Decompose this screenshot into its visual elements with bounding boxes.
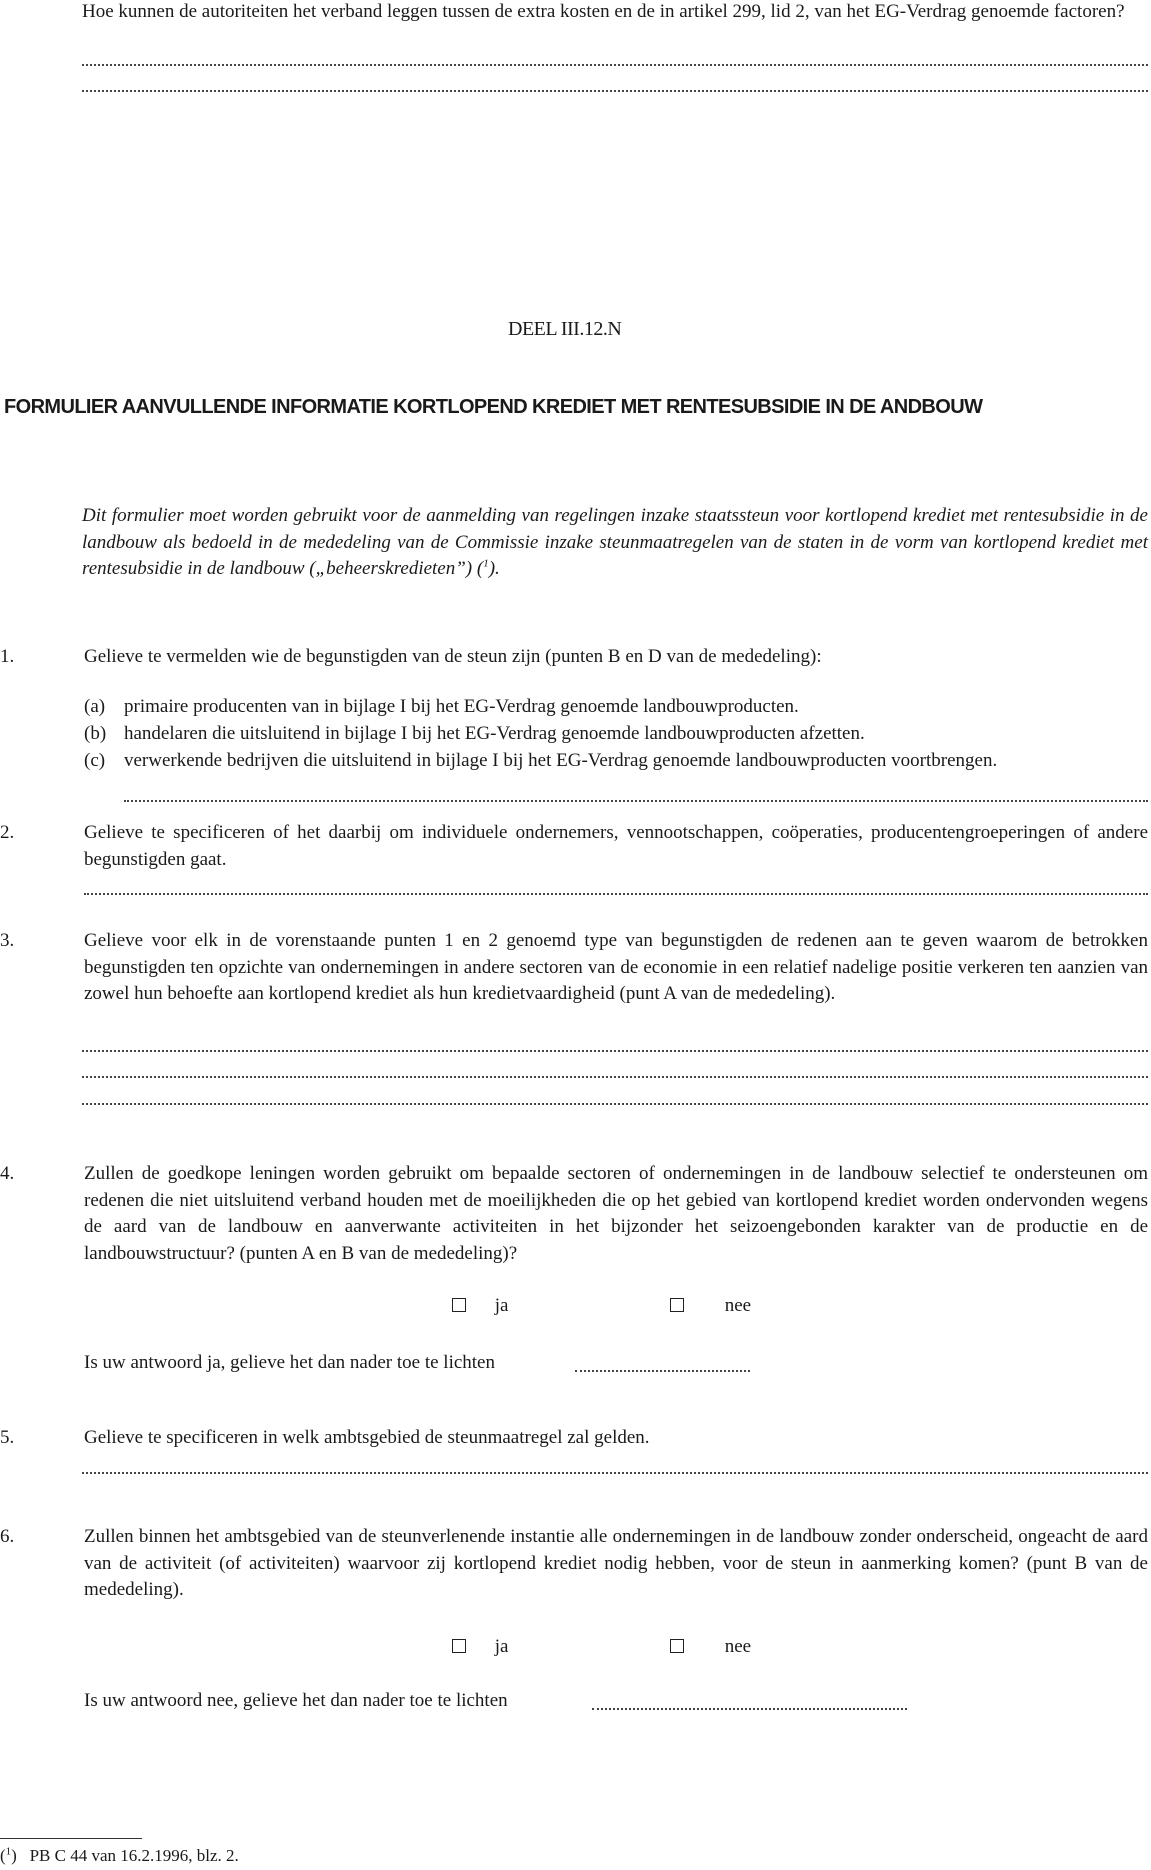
q1-number: 1. [0, 646, 15, 667]
checkbox[interactable] [670, 1298, 684, 1312]
section-label: DEEL III.12.N [508, 318, 622, 340]
answer-line[interactable] [82, 1050, 1148, 1052]
q1-option-c-text: verwerkende bedrijven die uitsluitend in bijlage I bij het EG-Verdrag genoemde landbouwproducten voortbrengen. [124, 750, 998, 771]
q4-number: 4. [0, 1163, 15, 1184]
footnote-rule [0, 1838, 142, 1839]
answer-line[interactable] [84, 893, 1148, 895]
checkbox[interactable] [452, 1639, 466, 1653]
q6-yes-option[interactable] [452, 1634, 508, 1661]
answer-line[interactable] [592, 1708, 907, 1710]
footnote: ($^1$) PB C 44 van 16.2.1996, blz. 2. [0, 1845, 239, 1865]
q2-number: 2. [0, 822, 15, 843]
answer-line[interactable] [82, 1472, 1148, 1474]
q1-option-b[interactable] [84, 721, 106, 748]
q1-option-a[interactable] [84, 694, 105, 721]
footnote-text: PB C 44 van 16.2.1996, blz. 2. [29, 1846, 239, 1865]
q1-option-a-text: primaire producenten van in bijlage I bij het EG-Verdrag genoemde landbouwproducten. [124, 696, 799, 717]
q1-option-b-text: handelaren die uitsluitend in bijlage I bij het EG-Verdrag genoemde landbouwproducten afzetten. [124, 723, 865, 744]
footnote-mark: 1 [5, 1845, 12, 1858]
q4-followup: Is uw antwoord ja, gelieve het dan nader toe te lichten [84, 1352, 495, 1373]
answer-line[interactable] [575, 1370, 750, 1372]
answer-line[interactable] [82, 90, 1148, 92]
intro-text [82, 503, 1148, 583]
q6-number: 6. [0, 1526, 15, 1547]
no-label: nee [724, 1295, 752, 1316]
yes-label: ja [494, 1295, 509, 1316]
no-label: nee [724, 1636, 752, 1657]
answer-line[interactable] [82, 1076, 1148, 1078]
option-label: (b) [84, 723, 107, 744]
q5-text: Gelieve te specificeren in welk ambtsgebied de steunmaatregel zal gelden. [84, 1427, 650, 1448]
q3-number: 3. [0, 930, 15, 951]
q4-text: Zullen de goedkope leningen worden gebruikt om bepaalde sectoren of ondernemingen in de landbouw selectief te ondersteunen om redenen die niet uitsluitend verband houden met de moeilijkheden die op het gebied van kortlopend krediet worden ondervonden wegens de aard van de landbouw en aanverwante activiteiten in het bijzonder het seizoengebonden karakter van de productie en de landbouwstructuur? (punten A en B van de mededeling)? [84, 1163, 1148, 1264]
answer-line[interactable] [82, 64, 1148, 66]
q6-followup: Is uw antwoord nee, gelieve het dan nader toe te lichten [84, 1690, 508, 1711]
checkbox[interactable] [452, 1298, 466, 1312]
top-question: Hoe kunnen de autoriteiten het verband leggen tussen de extra kosten en de in artikel 299, lid 2, van het EG-Verdrag genoemde factoren? [82, 1, 1125, 22]
q1-text: Gelieve te vermelden wie de begunstigden van de steun zijn (punten B en D van de mededeling): [84, 646, 822, 667]
q1-option-c[interactable] [84, 748, 105, 775]
intro-end: ). [488, 558, 500, 579]
answer-line[interactable] [82, 1103, 1148, 1105]
intro-body: Dit formulier moet worden gebruikt voor de aanmelding van regelingen inzake staatssteun voor kortlopend krediet met rentesubsidie in de landbouw als bedoeld in de mededeling van de Commissie inzake steunmaatregelen van de staten in de vorm van kortlopend krediet met rentesubsidie in de landbouw („beheerskredieten”) ( [82, 505, 1148, 579]
q4-no-option[interactable] [670, 1293, 751, 1320]
q5-number: 5. [0, 1427, 15, 1448]
q4-yes-option[interactable] [452, 1293, 508, 1320]
q6-text: Zullen binnen het ambtsgebied van de steunverlenende instantie alle ondernemingen in de landbouw zonder onderscheid, ongeacht de aard van de activiteit (of activiteiten) waarvoor zij kortlopend krediet nodig hebben, voor de steun in aanmerking komen? (punt B van de mededeling). [84, 1526, 1148, 1600]
option-label: (c) [84, 750, 106, 771]
q2-text: Gelieve te specificeren of het daarbij om individuele ondernemers, vennootschappen, coöperaties, producentengroeperingen of andere begunstigden gaat. [84, 822, 1148, 870]
answer-line[interactable] [124, 800, 1148, 802]
q3-text: Gelieve voor elk in de vorenstaande punten 1 en 2 genoemd type van begunstigden de redenen aan te geven waarom de betrokken begunstigden ten opzichte van ondernemingen in andere sectoren van de economie in een relatief nadelige positie verkeren ten aanzien van zowel hun behoefte aan kortlopend krediet als hun kredietvaardigheid (punt A van de mededeling). [84, 930, 1148, 1004]
checkbox[interactable] [670, 1639, 684, 1653]
option-label: (a) [84, 696, 106, 717]
footnote-ref[interactable]: 1 [483, 557, 489, 570]
form-title: FORMULIER AANVULLENDE INFORMATIE KORTLOPEND KREDIET MET RENTESUBSIDIE IN DE ANDBOUW [4, 396, 983, 418]
q6-no-option[interactable] [670, 1634, 751, 1661]
yes-label: ja [494, 1636, 509, 1657]
